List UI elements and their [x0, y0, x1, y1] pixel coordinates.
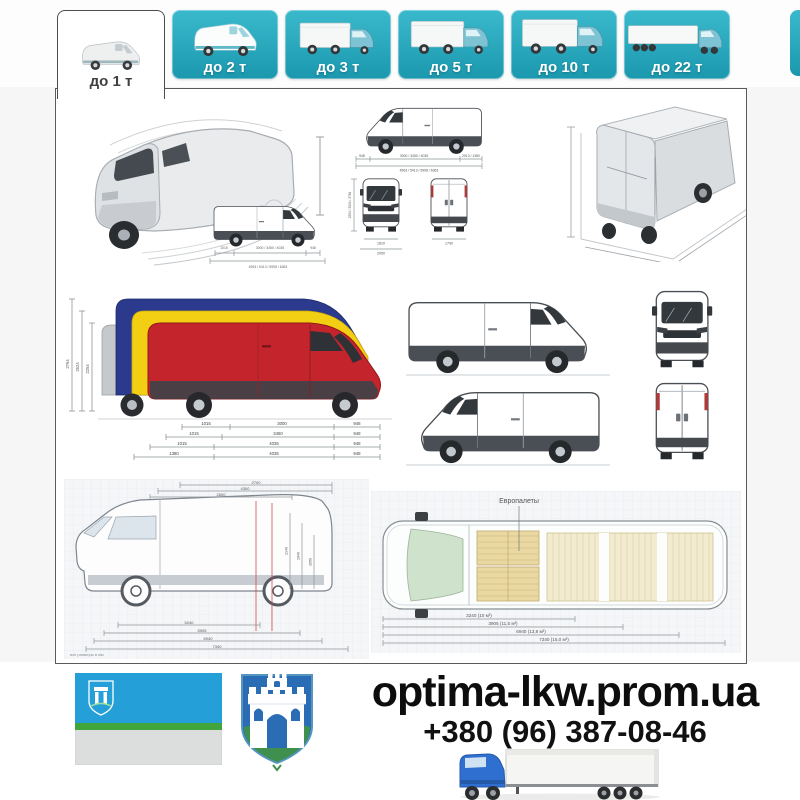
tab-up-to-2t[interactable] [172, 10, 278, 79]
vehicle-weight-tabs [57, 10, 730, 99]
dim-label: 1015 [201, 421, 211, 426]
tab-label: до 22 т [651, 59, 703, 76]
van-length-variants-diagram [62, 289, 394, 467]
van-top-view-pallets-diagram [371, 491, 741, 653]
tab-label: до 10 т [538, 59, 590, 76]
dim-label: 5905 [197, 628, 207, 633]
tab-label: до 1 т [89, 73, 133, 90]
dim-label: 3450 [273, 431, 283, 436]
dim-label: 2600 [216, 492, 226, 497]
dim-label: 2254 [85, 364, 90, 374]
pallets-label: Европалеты [499, 498, 539, 505]
dim-label: 4963 / 5413 / 5998 / 6363 [399, 168, 439, 173]
small-van-icon [77, 33, 145, 73]
phone-number[interactable]: +380 (96) 387-08-46 [423, 714, 707, 749]
dim-label: 1810 [377, 241, 385, 246]
tab-up-to-22t[interactable] [624, 10, 730, 79]
dim-label: 1940 [296, 552, 301, 560]
van-isometric-diagram [551, 97, 746, 262]
semi-truck-icon [627, 19, 727, 59]
vehicle-diagrams-panel [55, 88, 747, 664]
dim-label: 2700 [251, 480, 261, 485]
dim-label: 948 [359, 154, 365, 158]
tab-label: до 5 т [429, 59, 473, 76]
dim-label: 6940 (13,8 м³) [516, 629, 546, 634]
tab-up-to-1t[interactable] [57, 10, 165, 99]
dim-label: 1790 [445, 241, 453, 246]
rivne-flag [75, 673, 222, 765]
tab-label: до 2 т [203, 59, 247, 76]
dim-label: 948 [353, 451, 361, 456]
dim-label: 3000 / 3450 / 4035 [399, 154, 429, 158]
dim-label: 3000 / 3450 / 4035 [255, 246, 285, 250]
dim-label: 1015 [189, 431, 199, 436]
dim-label: 948 [353, 441, 361, 446]
dim-label: 4300 [240, 486, 250, 491]
tab-up-to-5t[interactable] [398, 10, 504, 79]
dim-label: 2764 [65, 359, 70, 369]
dim-label: 3240 (10 м³) [466, 613, 492, 618]
rivne-coat-of-arms [237, 670, 317, 772]
dim-label: 6940 [203, 636, 213, 641]
box-truck-icon [516, 13, 612, 59]
dim-label: 2013 / 1380 [462, 154, 480, 158]
dim-label: 2524 [75, 362, 80, 372]
dim-label: 1380 [169, 451, 179, 456]
tab-partial-sliver[interactable] [790, 10, 800, 76]
dim-label: 7340 [212, 644, 222, 649]
site-url[interactable]: optima-lkw.prom.ua [371, 668, 759, 716]
dim-label: 4035 [269, 441, 279, 446]
blueprint-caption: все размеры в мм [70, 652, 104, 657]
dim-label: 7340 (15,0 м³) [539, 637, 569, 642]
tab-label: до 3 т [316, 59, 360, 76]
dim-label: 4963 / 5413 / 5998 / 6363 [248, 265, 288, 269]
dim-label: 948 [353, 431, 361, 436]
dim-label: 2254 / 2524 / 2764 [348, 191, 352, 219]
dim-label: 3000 [277, 421, 287, 426]
footer [0, 662, 800, 800]
dim-label: 1015 [220, 246, 228, 250]
dim-label: 1015 [177, 441, 187, 446]
dim-label: 2140 [284, 547, 289, 555]
van-four-views-diagram [400, 289, 742, 467]
tab-up-to-3t[interactable] [285, 10, 391, 79]
semi-truck-image [452, 746, 667, 800]
dim-label: 4035 [269, 451, 279, 456]
van-blueprint-diagram [64, 479, 369, 659]
box-truck-icon [296, 17, 380, 59]
tab-up-to-10t[interactable] [511, 10, 617, 79]
dim-label: 2050 [377, 251, 385, 256]
dim-label: 948 [353, 421, 361, 426]
box-truck-icon [406, 15, 496, 59]
van-icon [185, 17, 265, 59]
dim-label: 3905 (11,5 м³) [488, 621, 518, 626]
dim-label: 5240 [184, 620, 194, 625]
van-dimension-views [348, 99, 488, 281]
dim-label: 948 [310, 246, 316, 250]
van-3d-diagram [58, 97, 344, 285]
dim-label: 1650 [308, 558, 313, 566]
